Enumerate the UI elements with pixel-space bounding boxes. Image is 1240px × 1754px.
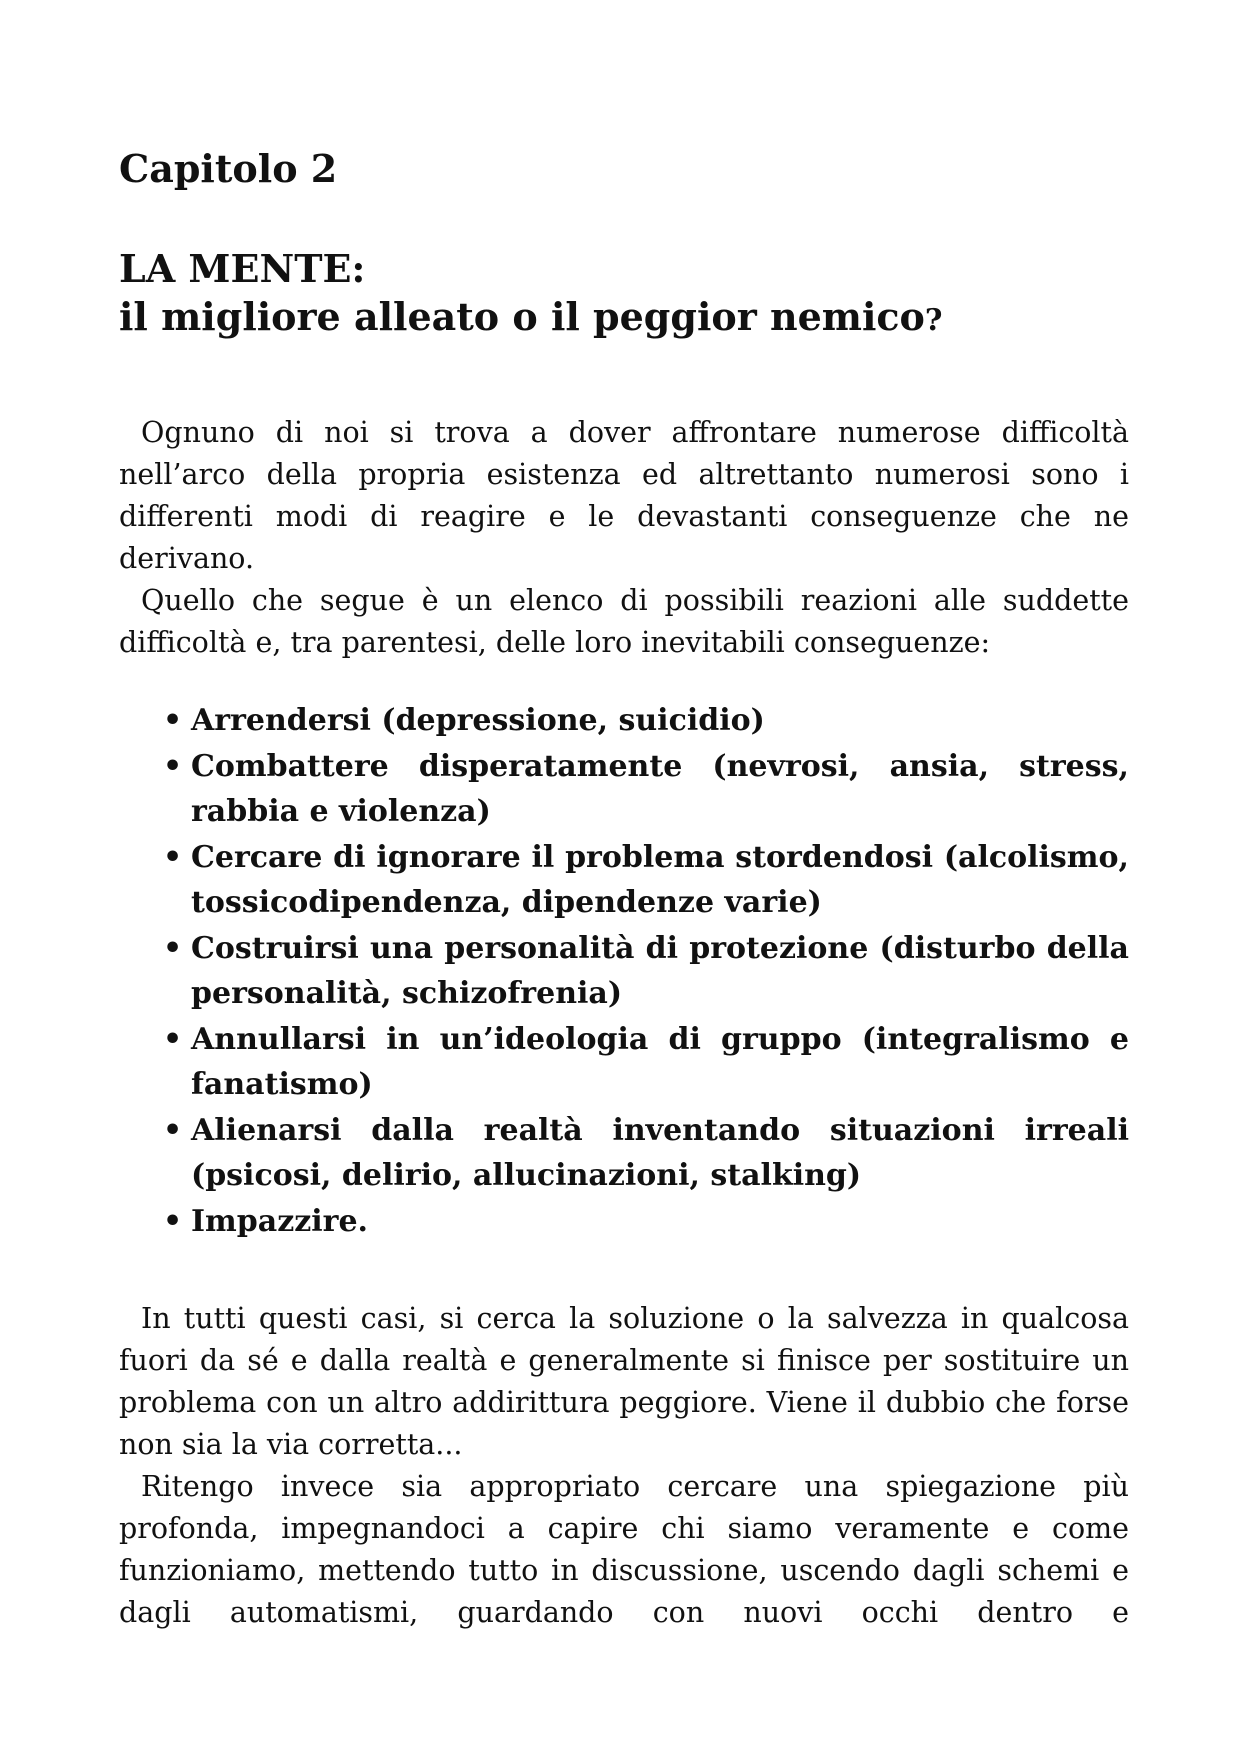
- chapter-title: [119, 245, 942, 345]
- list-item: • Impazzire.: [163, 1199, 1129, 1245]
- list-item: • Combattere disperatamente (nevrosi, ansia, stress, rabbia e violenza): [163, 744, 1129, 835]
- list-item: • Arrendersi (depressione, suicidio): [163, 698, 1129, 744]
- reactions-list: [163, 698, 1129, 1244]
- list-item: • Annullarsi in un’ideologia di gruppo (integralismo e fanatismo): [163, 1017, 1129, 1108]
- chapter-heading: Capitolo 2: [119, 146, 338, 191]
- intro-section: [119, 412, 1129, 664]
- chapter-title-line-2-text: il migliore alleato o il peggior nemico: [119, 294, 925, 339]
- chapter-title-line-2: [119, 293, 942, 345]
- intro-paragraph-2: Quello che segue è un elenco di possibili reazioni alle suddette difficoltà e, tra parentesi, delle loro inevitabili conseguenze:: [119, 584, 1129, 659]
- outro-paragraph-1: In tutti questi casi, si cerca la soluzione o la salvezza in qualcosa fuori da sé e dalla realtà e generalmente si finisce per sostituire un problema con un altro addirittura peggiore. Viene il dubbio che forse non sia la via corretta...: [119, 1302, 1129, 1461]
- list-item: • Cercare di ignorare il problema stordendosi (alcolismo, tossicodipendenza, dipendenze varie): [163, 835, 1129, 926]
- outro-section: [119, 1298, 1129, 1634]
- list-item: • Alienarsi dalla realtà inventando situazioni irreali (psicosi, delirio, allucinazioni, stalking): [163, 1108, 1129, 1199]
- intro-paragraph-1: Ognuno di noi si trova a dover affrontare numerose difficoltà nell’arco della propria esistenza ed altrettanto numerosi sono i differenti modi di reagire e le devastanti conseguenze che ne derivano.: [119, 416, 1129, 575]
- chapter-title-question-mark: ?: [924, 303, 943, 338]
- list-item: • Costruirsi una personalità di protezione (disturbo della personalità, schizofrenia): [163, 926, 1129, 1017]
- outro-paragraph-2: Ritengo invece sia appropriato cercare una spiegazione più profonda, impegnandoci a capire chi siamo veramente e come funzioniamo, mettendo tutto in discussione, uscendo dagli schemi e dagli automatismi, guardando con nuovi occhi dentro e: [119, 1470, 1129, 1629]
- chapter-title-line-1: LA MENTE:: [119, 246, 366, 291]
